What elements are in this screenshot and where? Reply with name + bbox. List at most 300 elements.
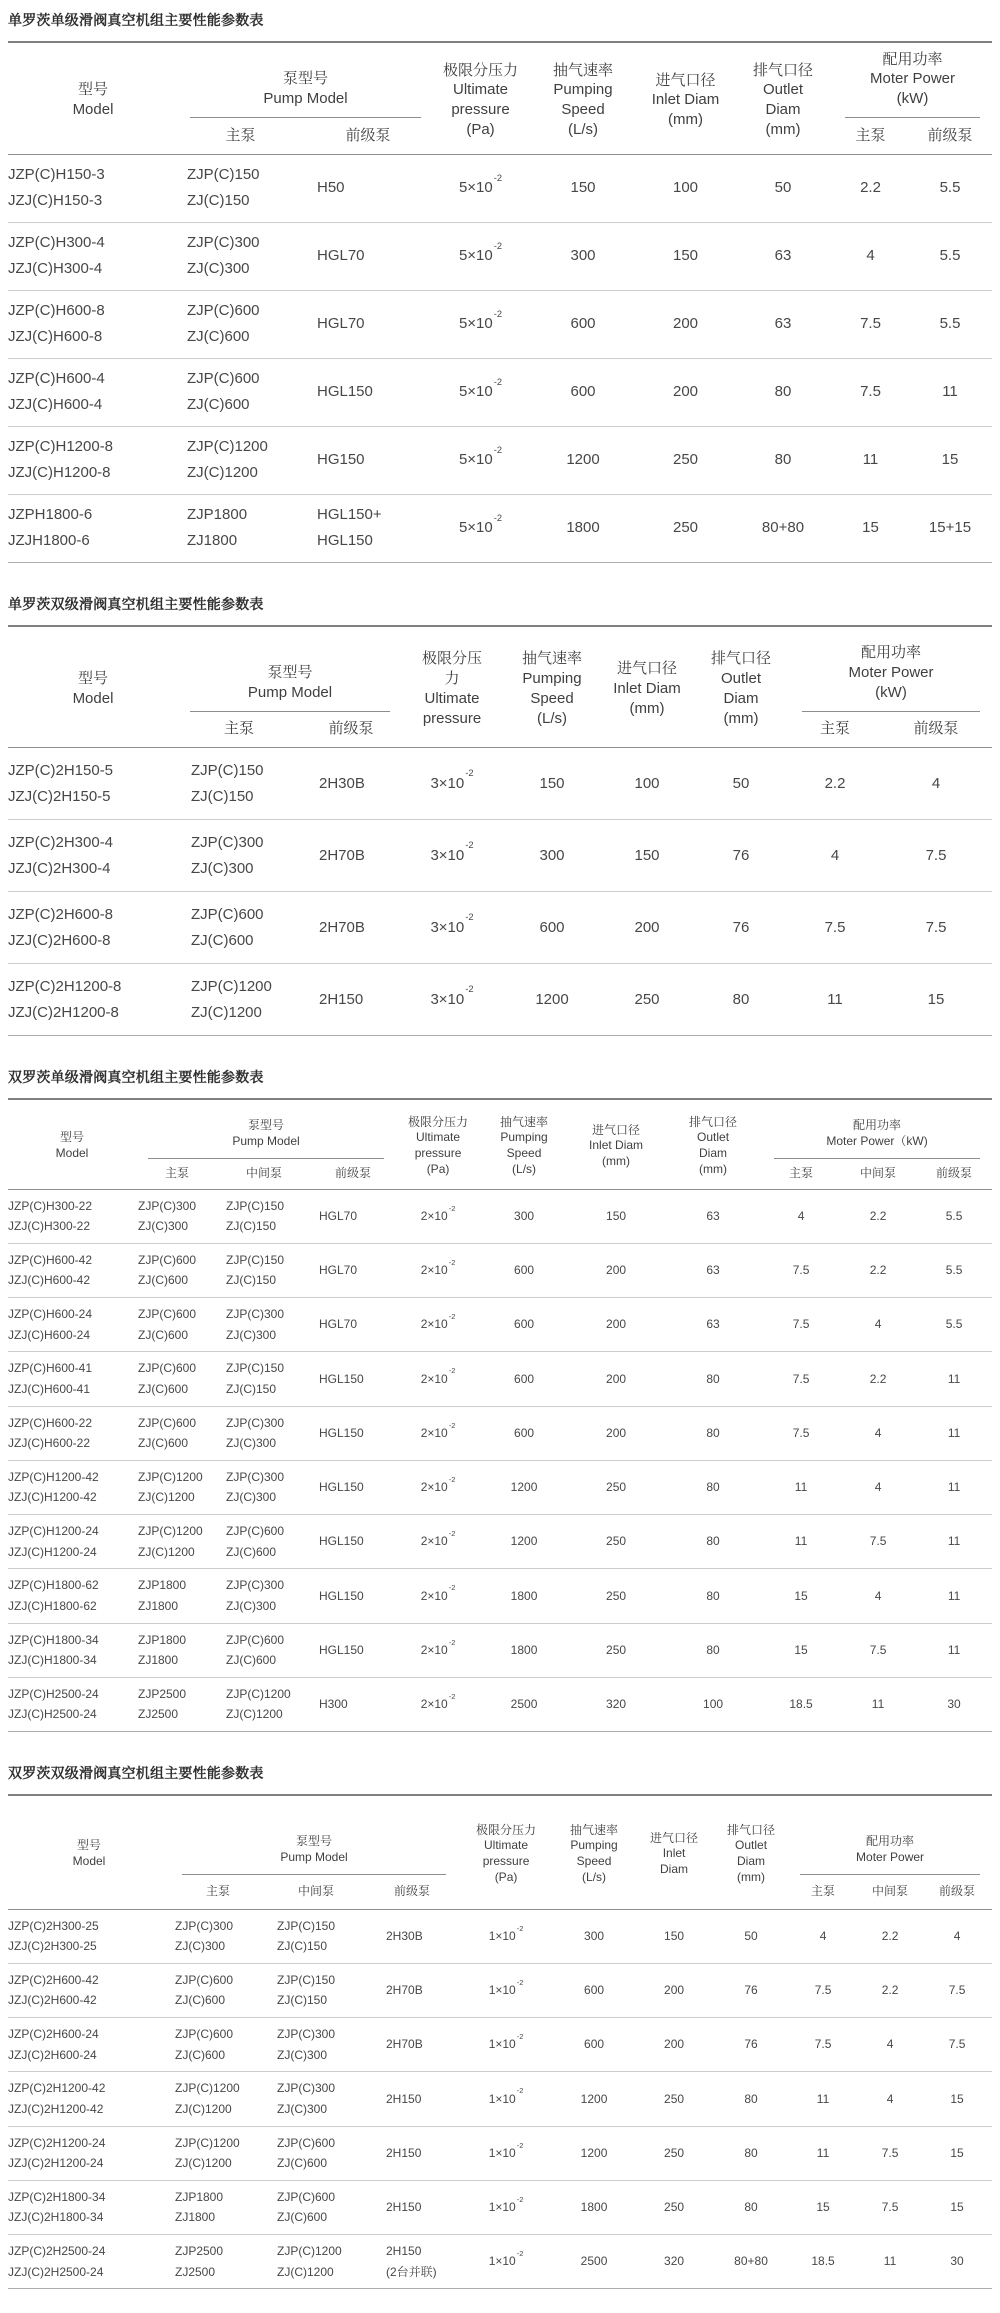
- table-header: [8, 626, 992, 748]
- spec-table-single-roots-single-stage: [8, 41, 992, 563]
- cell-outlet-diam: 80: [706, 1371, 720, 1386]
- cell-mid-pump-power: 11: [871, 1697, 885, 1712]
- cell-main-pump: ZJP(C)300 ZJ(C)300: [138, 1198, 197, 1234]
- cell-ultimate-pressure: $1\times 10^{-2}$: [488, 2086, 524, 2106]
- cell-fore-pump-power: 11: [947, 1371, 961, 1386]
- table-title: 双罗茨双级滑阀真空机组主要性能参数表: [8, 1765, 264, 1781]
- cell-pumping-speed: 2500: [510, 1697, 538, 1712]
- cell-model: JZP(C)H1200-8 JZJ(C)H1200-8: [8, 438, 114, 481]
- cell-main-pump: ZJP1800 ZJ1800: [138, 1632, 187, 1668]
- cell-mid-pump: ZJP(C)1200 ZJ(C)1200: [277, 2244, 342, 2279]
- cell-inlet-diam: 200: [672, 383, 699, 401]
- cell-ultimate-pressure: $2\times 10^{-2}$: [420, 1637, 456, 1657]
- cell-main-pump: ZJP(C)1200 ZJ(C)1200: [175, 2135, 240, 2171]
- cell-fore-pump: 2H150: [386, 2145, 422, 2160]
- col-subheader-main-pump: 主泵: [164, 1165, 189, 1180]
- table-row: [8, 892, 992, 964]
- table-row: [8, 494, 992, 562]
- cell-fore-pump-power: 5.5: [945, 1317, 963, 1332]
- cell-mid-pump: ZJP(C)150 ZJ(C)150: [226, 1361, 285, 1396]
- cell-fore-pump-power: 5.5: [939, 315, 961, 333]
- cell-main-pump-power: 2.2: [860, 179, 881, 197]
- cell-model: JZP(C)2H1800-34 JZJ(C)2H1800-34: [8, 2189, 106, 2225]
- cell-pumping-speed: 600: [514, 1371, 535, 1386]
- cell-main-pump-power: 7.5: [860, 315, 881, 333]
- cell-fore-pump: H300: [319, 1697, 348, 1712]
- cell-model: JZP(C)H600-4 JZJ(C)H600-4: [8, 370, 105, 413]
- cell-inlet-diam: 250: [664, 2145, 685, 2160]
- cell-main-pump-power: 11: [862, 451, 879, 469]
- cell-mid-pump-power: 7.5: [881, 2145, 899, 2160]
- spec-table: [8, 1794, 992, 2289]
- cell-ultimate-pressure: $1\times 10^{-2}$: [488, 1923, 524, 1943]
- col-header-ultimate-pressure: 极限分压力 Ultimate pressure (Pa): [408, 1114, 469, 1177]
- cell-main-pump: ZJP(C)300 ZJ(C)300: [187, 234, 260, 277]
- cell-outlet-diam: 80: [774, 451, 792, 469]
- section-double-roots-two-stage: [8, 1763, 992, 2289]
- col-header-model: 型号 Model: [55, 1130, 89, 1161]
- cell-pumping-speed: 600: [539, 918, 565, 936]
- cell-outlet-diam: 76: [744, 2037, 758, 2052]
- cell-model: JZP(C)2H600-42 JZJ(C)2H600-42: [8, 1972, 99, 2008]
- cell-outlet-diam: 80: [744, 2145, 758, 2160]
- cell-main-pump-power: 4: [797, 1208, 805, 1223]
- cell-fore-pump: HGL150: [319, 1371, 364, 1386]
- cell-fore-pump: HGL150: [319, 1480, 364, 1495]
- cell-ultimate-pressure: $5\times 10^{-2}$: [458, 308, 503, 333]
- cell-ultimate-pressure: $1\times 10^{-2}$: [488, 1977, 524, 1998]
- col-subheader-fore-pump: 前级泵: [328, 720, 374, 738]
- col-header-inlet-diam: 进气口径 Inlet Diam (mm): [589, 1122, 644, 1169]
- cell-main-pump: ZJP(C)600 ZJ(C)600: [191, 905, 264, 949]
- col-header-motor-power: 配用功率 Moter Power: [788, 1795, 992, 1875]
- table-row: [8, 2072, 992, 2126]
- cell-fore-pump: 2H30B: [386, 1928, 423, 1943]
- cell-pumping-speed: 150: [539, 774, 565, 792]
- cell-mid-pump-power: 4: [874, 1588, 882, 1603]
- cell-fore-pump: 2H150: [386, 2200, 422, 2215]
- table-row: [8, 1677, 992, 1731]
- cell-ultimate-pressure: $2\times 10^{-2}$: [420, 1203, 456, 1223]
- cell-inlet-diam: 250: [606, 1534, 627, 1549]
- col-header-model: 型号 Model: [72, 1838, 106, 1869]
- cell-mid-pump-power: 4: [874, 1317, 882, 1332]
- cell-mid-pump: ZJP(C)150 ZJ(C)150: [226, 1252, 285, 1288]
- cell-ultimate-pressure: $1\times 10^{-2}$: [488, 2249, 524, 2269]
- col-subheader-fore-pump-power: 前级泵: [927, 126, 973, 144]
- table-header: [8, 1099, 992, 1189]
- cell-mid-pump-power: 2.2: [869, 1263, 887, 1278]
- cell-fore-pump-power: 15: [950, 2145, 964, 2160]
- col-header-outlet-diam: 排气口径 Outlet Diam (mm): [727, 1822, 776, 1885]
- cell-ultimate-pressure: $3\times 10^{-2}$: [430, 984, 474, 1008]
- cell-fore-pump-power: 11: [942, 383, 958, 401]
- cell-model: JZP(C)H2500-24 JZJ(C)H2500-24: [8, 1686, 99, 1722]
- col-header-outlet-diam: 排气口径 Outlet Diam (mm): [689, 1114, 738, 1177]
- cell-main-pump: ZJP(C)600 ZJ(C)600: [138, 1361, 197, 1396]
- cell-fore-pump-power: 5.5: [945, 1208, 963, 1223]
- cell-outlet-diam: 80: [706, 1588, 720, 1603]
- cell-mid-pump: ZJP(C)300 ZJ(C)300: [226, 1307, 285, 1342]
- cell-main-pump-power: 7.5: [792, 1263, 810, 1278]
- cell-main-pump: ZJP(C)300 ZJ(C)300: [175, 1918, 234, 1954]
- cell-fore-pump-power: 5.5: [945, 1263, 963, 1278]
- table-row: [8, 2018, 992, 2072]
- cell-inlet-diam: 200: [606, 1425, 627, 1440]
- cell-main-pump: ZJP(C)150 ZJ(C)150: [191, 761, 264, 805]
- cell-main-pump-power: 7.5: [814, 2037, 832, 2052]
- col-header-pumping-speed: 抽气速率 Pumping Speed (L/s): [521, 650, 582, 727]
- cell-outlet-diam: 63: [706, 1263, 720, 1278]
- cell-pumping-speed: 1800: [580, 2200, 608, 2215]
- cell-outlet-diam: 63: [706, 1317, 720, 1332]
- col-header-model: 型号 Model: [72, 81, 114, 119]
- cell-ultimate-pressure: $3\times 10^{-2}$: [430, 840, 474, 864]
- cell-model: JZP(C)H300-22 JZJ(C)H300-22: [8, 1198, 93, 1234]
- cell-fore-pump: 2H30B: [319, 774, 365, 792]
- cell-main-pump-power: 11: [816, 2091, 830, 2106]
- cell-pumping-speed: 600: [514, 1425, 535, 1440]
- cell-main-pump: ZJP(C)600 ZJ(C)600: [175, 1972, 234, 2008]
- cell-fore-pump-power: 4: [931, 774, 941, 792]
- cell-fore-pump-power: 11: [947, 1480, 961, 1495]
- table-row: [8, 1243, 992, 1297]
- cell-outlet-diam: 80: [744, 2200, 758, 2215]
- cell-fore-pump: HG150: [317, 451, 365, 469]
- cell-ultimate-pressure: $1\times 10^{-2}$: [488, 2032, 524, 2052]
- col-header-inlet-diam: 进气口径 Inlet Diam: [650, 1830, 699, 1877]
- cell-outlet-diam: 80: [706, 1642, 720, 1657]
- cell-mid-pump: ZJP(C)300 ZJ(C)300: [226, 1578, 285, 1613]
- cell-model: JZP(C)2H600-24 JZJ(C)2H600-24: [8, 2027, 99, 2062]
- cell-main-pump: ZJP(C)600 ZJ(C)600: [187, 370, 260, 413]
- cell-pumping-speed: 600: [570, 315, 596, 333]
- cell-inlet-diam: 250: [672, 451, 699, 469]
- cell-fore-pump: 2H150: [319, 990, 364, 1008]
- table-row: [8, 1909, 992, 1963]
- cell-fore-pump-power: 30: [950, 2254, 964, 2269]
- cell-inlet-diam: 250: [664, 2200, 685, 2215]
- table-title: 单罗茨单级滑阀真空机组主要性能参数表: [8, 12, 264, 28]
- col-header-motor-power: 配用功率 Moter Power（kW): [762, 1099, 992, 1159]
- col-subheader-mid-pump: 中间泵: [297, 1883, 334, 1898]
- cell-inlet-diam: 150: [606, 1208, 627, 1223]
- cell-outlet-diam: 63: [774, 247, 792, 265]
- spec-table-single-roots-two-stage: [8, 625, 992, 1037]
- cell-fore-pump: 2H70B: [386, 2037, 423, 2052]
- cell-fore-pump: H50: [317, 179, 345, 197]
- cell-outlet-diam: 80: [706, 1425, 720, 1440]
- cell-inlet-diam: 150: [664, 1928, 685, 1943]
- table-row: [8, 964, 992, 1036]
- col-subheader-fore-pump: 前级泵: [394, 1883, 431, 1898]
- spec-table-double-roots-two-stage: [8, 1794, 992, 2289]
- cell-model: JZP(C)H600-42 JZJ(C)H600-42: [8, 1252, 93, 1288]
- table-row: [8, 820, 992, 892]
- section-double-roots-single-stage: [8, 1067, 992, 1732]
- cell-fore-pump-power: 4: [953, 1928, 961, 1943]
- cell-fore-pump-power: 5.5: [939, 247, 961, 265]
- cell-mid-pump-power: 4: [886, 2037, 894, 2052]
- table-title: 双罗茨单级滑阀真空机组主要性能参数表: [8, 1069, 264, 1085]
- cell-main-pump-power: 15: [862, 519, 879, 537]
- cell-main-pump-power: 15: [794, 1588, 808, 1603]
- cell-main-pump-power: 4: [819, 1928, 827, 1943]
- col-subheader-mid-pump: 中间泵: [245, 1165, 282, 1180]
- cell-pumping-speed: 1200: [580, 2091, 608, 2106]
- table-row: [8, 1460, 992, 1514]
- cell-main-pump-power: 15: [816, 2200, 830, 2215]
- cell-fore-pump: HGL150: [319, 1588, 364, 1603]
- cell-pumping-speed: 600: [584, 1983, 605, 1998]
- cell-fore-pump-power: 11: [947, 1425, 961, 1440]
- cell-fore-pump: 2H70B: [386, 1983, 423, 1998]
- cell-outlet-diam: 80+80: [734, 2254, 768, 2269]
- cell-pumping-speed: 1800: [566, 519, 600, 537]
- cell-pumping-speed: 300: [584, 1928, 605, 1943]
- cell-model: JZP(C)2H2500-24 JZJ(C)2H2500-24: [8, 2244, 106, 2279]
- cell-fore-pump-power: 11: [947, 1588, 961, 1603]
- cell-mid-pump: ZJP(C)300 ZJ(C)300: [226, 1469, 285, 1505]
- cell-pumping-speed: 600: [514, 1263, 535, 1278]
- cell-fore-pump-power: 7.5: [925, 918, 947, 936]
- cell-ultimate-pressure: $2\times 10^{-2}$: [420, 1529, 456, 1549]
- col-subheader-main-pump: 主泵: [223, 720, 254, 738]
- table-header: [8, 42, 992, 154]
- spec-table: [8, 1098, 992, 1732]
- table-row: [8, 358, 992, 426]
- cell-model: JZP(C)2H600-8 JZJ(C)2H600-8: [8, 905, 114, 949]
- cell-fore-pump: HGL70: [317, 247, 365, 265]
- cell-outlet-diam: 80+80: [761, 519, 805, 537]
- cell-main-pump: ZJP(C)600 ZJ(C)600: [187, 302, 260, 345]
- cell-model: JZP(C)H1800-62 JZJ(C)H1800-62: [8, 1578, 99, 1613]
- cell-main-pump: ZJP(C)600 ZJ(C)600: [138, 1307, 197, 1342]
- cell-main-pump: ZJP(C)300 ZJ(C)300: [191, 833, 264, 877]
- cell-model: JZP(C)2H1200-42 JZJ(C)2H1200-42: [8, 2081, 106, 2116]
- cell-main-pump-power: 11: [794, 1534, 808, 1549]
- cell-mid-pump-power: 4: [886, 2091, 894, 2106]
- cell-main-pump: ZJP(C)1200 ZJ(C)1200: [138, 1524, 203, 1559]
- table-row: [8, 222, 992, 290]
- table-row: [8, 154, 992, 222]
- cell-model: JZP(C)2H300-25 JZJ(C)2H300-25: [8, 1918, 99, 1954]
- col-subheader-mid-pump-power: 中间泵: [872, 1883, 909, 1898]
- cell-pumping-speed: 300: [514, 1208, 535, 1223]
- cell-main-pump-power: 7.5: [860, 383, 881, 401]
- cell-fore-pump: HGL70: [319, 1208, 358, 1223]
- cell-outlet-diam: 63: [774, 315, 792, 333]
- cell-main-pump-power: 15: [794, 1642, 808, 1657]
- cell-ultimate-pressure: $2\times 10^{-2}$: [420, 1312, 456, 1332]
- section-single-roots-single-stage: [8, 10, 992, 563]
- cell-pumping-speed: 1200: [535, 990, 569, 1008]
- table-row: [8, 426, 992, 494]
- cell-fore-pump-power: 15: [941, 451, 959, 469]
- cell-ultimate-pressure: $1\times 10^{-2}$: [488, 2194, 524, 2215]
- cell-pumping-speed: 1200: [510, 1534, 538, 1549]
- cell-pumping-speed: 300: [570, 247, 596, 265]
- col-header-pumping-speed: 抽气速率 Pumping Speed (L/s): [570, 1822, 619, 1885]
- cell-ultimate-pressure: $3\times 10^{-2}$: [430, 768, 474, 792]
- cell-model: JZP(C)2H1200-8 JZJ(C)2H1200-8: [8, 977, 122, 1021]
- cell-inlet-diam: 320: [606, 1697, 627, 1712]
- cell-main-pump: ZJP(C)600 ZJ(C)600: [138, 1252, 197, 1288]
- table-row: [8, 1963, 992, 2017]
- cell-main-pump: ZJP(C)1200 ZJ(C)1200: [138, 1469, 203, 1505]
- cell-main-pump: ZJP1800 ZJ1800: [175, 2189, 224, 2225]
- cell-main-pump-power: 11: [827, 990, 843, 1008]
- cell-fore-pump: 2H150 (2台并联): [386, 2244, 437, 2279]
- cell-model: JZP(C)H600-41 JZJ(C)H600-41: [8, 1361, 93, 1396]
- cell-outlet-diam: 80: [706, 1480, 720, 1495]
- cell-inlet-diam: 250: [672, 519, 699, 537]
- cell-pumping-speed: 1800: [510, 1588, 538, 1603]
- cell-fore-pump: HGL150: [319, 1425, 364, 1440]
- cell-main-pump: ZJP2500 ZJ2500: [175, 2244, 224, 2279]
- cell-mid-pump: ZJP(C)600 ZJ(C)600: [226, 1524, 285, 1559]
- cell-main-pump-power: 7.5: [792, 1371, 810, 1386]
- col-subheader-fore-pump: 前级泵: [335, 1165, 372, 1180]
- cell-model: JZP(C)H600-22 JZJ(C)H600-22: [8, 1415, 93, 1451]
- cell-ultimate-pressure: $2\times 10^{-2}$: [420, 1366, 456, 1386]
- cell-fore-pump-power: 15: [950, 2200, 964, 2215]
- cell-main-pump: ZJP(C)600 ZJ(C)600: [138, 1415, 197, 1451]
- table-row: [8, 1406, 992, 1460]
- cell-mid-pump-power: 2.2: [869, 1208, 887, 1223]
- cell-mid-pump: ZJP(C)300 ZJ(C)300: [226, 1415, 285, 1451]
- cell-mid-pump-power: 2.2: [881, 1928, 899, 1943]
- cell-inlet-diam: 100: [672, 179, 699, 197]
- cell-pumping-speed: 1200: [566, 451, 600, 469]
- cell-pumping-speed: 2500: [580, 2254, 608, 2269]
- table-row: [8, 1352, 992, 1406]
- cell-ultimate-pressure: $5\times 10^{-2}$: [458, 444, 503, 469]
- cell-model: JZP(C)H1200-42 JZJ(C)H1200-42: [8, 1469, 99, 1505]
- cell-model: JZP(C)H1800-34 JZJ(C)H1800-34: [8, 1632, 99, 1668]
- cell-main-pump-power: 18.5: [811, 2254, 835, 2269]
- cell-inlet-diam: 200: [606, 1371, 627, 1386]
- cell-main-pump: ZJP1800 ZJ1800: [138, 1578, 187, 1613]
- cell-ultimate-pressure: $5\times 10^{-2}$: [458, 376, 503, 401]
- cell-fore-pump: 2H150: [386, 2091, 422, 2106]
- cell-mid-pump-power: 11: [883, 2254, 897, 2269]
- cell-main-pump: ZJP(C)1200 ZJ(C)1200: [187, 438, 268, 481]
- cell-pumping-speed: 1200: [580, 2145, 608, 2160]
- cell-ultimate-pressure: $2\times 10^{-2}$: [420, 1691, 456, 1712]
- cell-pumping-speed: 600: [584, 2037, 605, 2052]
- cell-inlet-diam: 200: [664, 1983, 685, 1998]
- cell-mid-pump: ZJP(C)150 ZJ(C)150: [277, 1918, 336, 1954]
- cell-model: JZP(C)H600-8 JZJ(C)H600-8: [8, 302, 105, 345]
- cell-main-pump: ZJP2500 ZJ2500: [138, 1686, 187, 1722]
- cell-inlet-diam: 150: [672, 247, 699, 265]
- col-header-ultimate-pressure: 极限分压力 Ultimate pressure (Pa): [476, 1822, 537, 1885]
- cell-pumping-speed: 600: [514, 1317, 535, 1332]
- cell-main-pump-power: 7.5: [792, 1317, 810, 1332]
- cell-inlet-diam: 200: [606, 1263, 627, 1278]
- col-header-pumping-speed: 抽气速率 Pumping Speed (L/s): [500, 1114, 549, 1177]
- col-subheader-main-pump-power: 主泵: [811, 1883, 836, 1898]
- table-row: [8, 290, 992, 358]
- cell-ultimate-pressure: $1\times 10^{-2}$: [488, 2140, 524, 2160]
- cell-ultimate-pressure: $2\times 10^{-2}$: [420, 1257, 456, 1278]
- cell-outlet-diam: 80: [706, 1534, 720, 1549]
- col-header-outlet-diam: 排气口径 Outlet Diam (mm): [752, 61, 813, 139]
- cell-fore-pump: HGL150+ HGL150: [317, 506, 382, 549]
- section-single-roots-two-stage: [8, 594, 992, 1037]
- col-subheader-fore-pump: 前级泵: [345, 126, 391, 144]
- cell-ultimate-pressure: $2\times 10^{-2}$: [420, 1474, 456, 1495]
- cell-ultimate-pressure: $2\times 10^{-2}$: [420, 1583, 456, 1603]
- cell-main-pump-power: 7.5: [814, 1983, 832, 1998]
- cell-mid-pump: ZJP(C)1200 ZJ(C)1200: [226, 1686, 291, 1722]
- cell-inlet-diam: 320: [664, 2254, 685, 2269]
- cell-main-pump: ZJP(C)1200 ZJ(C)1200: [191, 977, 272, 1021]
- col-subheader-main-pump: 主泵: [225, 126, 256, 144]
- cell-outlet-diam: 80: [744, 2091, 758, 2106]
- cell-ultimate-pressure: $2\times 10^{-2}$: [420, 1420, 456, 1440]
- cell-main-pump-power: 7.5: [792, 1425, 810, 1440]
- cell-mid-pump-power: 7.5: [881, 2200, 899, 2215]
- cell-pumping-speed: 600: [570, 383, 596, 401]
- col-header-model: 型号 Model: [72, 669, 114, 707]
- col-header-motor-power: 配用功率 Moter Power (kW): [833, 42, 992, 118]
- cell-mid-pump-power: 7.5: [869, 1534, 887, 1549]
- cell-mid-pump: ZJP(C)600 ZJ(C)600: [226, 1632, 285, 1668]
- col-subheader-fore-pump-power: 前级泵: [913, 720, 959, 738]
- cell-inlet-diam: 250: [664, 2091, 685, 2106]
- cell-inlet-diam: 100: [634, 774, 660, 792]
- cell-inlet-diam: 250: [634, 990, 660, 1008]
- cell-fore-pump-power: 30: [947, 1697, 961, 1712]
- spec-table: [8, 41, 992, 563]
- table-row: [8, 748, 992, 820]
- cell-main-pump: ZJP(C)600 ZJ(C)600: [175, 2027, 234, 2062]
- cell-pumping-speed: 1800: [510, 1642, 538, 1657]
- cell-mid-pump-power: 2.2: [869, 1371, 887, 1386]
- cell-main-pump: ZJP(C)150 ZJ(C)150: [187, 166, 260, 209]
- col-subheader-main-pump: 主泵: [205, 1883, 230, 1898]
- cell-fore-pump: HGL70: [319, 1317, 358, 1332]
- cell-fore-pump: HGL70: [317, 315, 365, 333]
- cell-model: JZP(C)2H150-5 JZJ(C)2H150-5: [8, 761, 114, 805]
- col-header-pump-model: 泵型号 Pump Model: [170, 1795, 458, 1875]
- table-row: [8, 1623, 992, 1677]
- table-row: [8, 2126, 992, 2180]
- table-row: [8, 2235, 992, 2289]
- col-subheader-fore-pump-power: 前级泵: [939, 1883, 976, 1898]
- cell-mid-pump-power: 2.2: [881, 1983, 899, 1998]
- cell-pumping-speed: 1200: [510, 1480, 538, 1495]
- cell-outlet-diam: 76: [732, 918, 750, 936]
- cell-outlet-diam: 80: [774, 383, 792, 401]
- cell-fore-pump: 2H70B: [319, 918, 365, 936]
- cell-fore-pump: HGL150: [319, 1642, 364, 1657]
- cell-model: JZPH1800-6 JZJH1800-6: [8, 506, 93, 549]
- cell-fore-pump-power: 15: [927, 990, 945, 1008]
- cell-main-pump-power: 11: [794, 1480, 808, 1495]
- cell-inlet-diam: 200: [672, 315, 699, 333]
- cell-main-pump: ZJP1800 ZJ1800: [187, 506, 248, 549]
- cell-ultimate-pressure: $3\times 10^{-2}$: [430, 912, 474, 936]
- col-header-pumping-speed: 抽气速率 Pumping Speed (L/s): [552, 61, 613, 139]
- table-row: [8, 1515, 992, 1569]
- cell-model: JZP(C)H600-24 JZJ(C)H600-24: [8, 1307, 93, 1342]
- table-row: [8, 1298, 992, 1352]
- cell-ultimate-pressure: $5\times 10^{-2}$: [458, 172, 503, 197]
- cell-pumping-speed: 300: [539, 846, 565, 864]
